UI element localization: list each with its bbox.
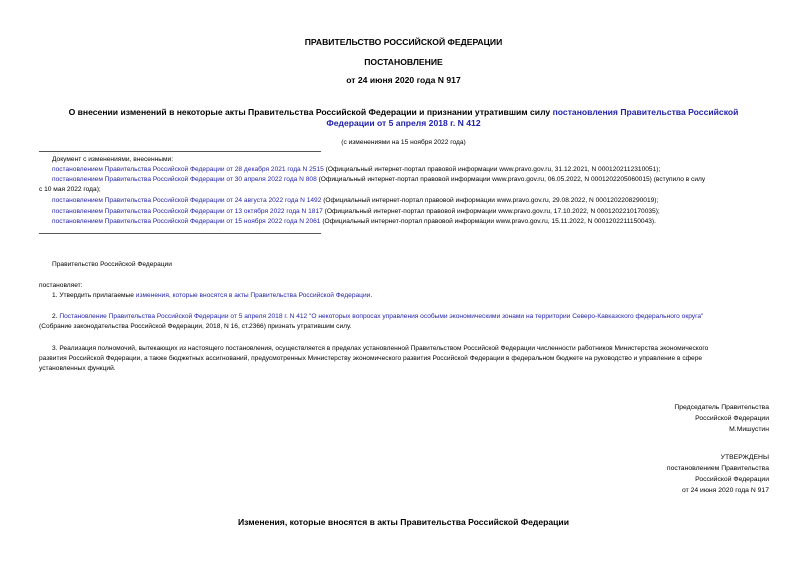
approval-heading: УТВЕРЖДЕНЫ: [720, 454, 769, 461]
amendment-note: (Официальный интернет-портал правовой информации www.pravo.gov.ru, 29.08.2022, N 0001202208290019);: [321, 197, 659, 204]
approval-line-4: от 24 июня 2020 года N 917: [681, 487, 769, 494]
p2-prefix: 2.: [52, 313, 60, 320]
p1-suffix: .: [370, 292, 373, 299]
title-text: О внесении изменений в некоторые акты Правительства Российской Федерации и признании утратившим силу: [68, 107, 553, 117]
amendment-item: [52, 175, 705, 186]
document-type: ПОСТАНОВЛЕНИЕ: [364, 57, 443, 67]
issuing-body: Правительство Российской Федерации: [52, 261, 172, 268]
p1-link-changes[interactable]: изменения, которые вносятся в акты Правительства Российской Федерации: [135, 292, 371, 299]
paragraph-3-line3: установленных функций.: [39, 365, 116, 372]
amendment-link[interactable]: постановлением Правительства Российской Федерации от 28 декабря 2021 года N 2515: [52, 166, 324, 173]
revision-note: (с изменениями на 15 ноября 2022 года): [341, 139, 466, 146]
amendment-link[interactable]: постановлением Правительства Российской Федерации от 24 августа 2022 года N 1492: [52, 197, 322, 204]
amendment-link[interactable]: постановлением Правительства Российской Федерации от 30 апреля 2022 года N 808: [52, 176, 317, 183]
paragraph-3-line2: развития Российской Федерации, а также бюджетных ассигнований, предусмотренных Министерству экономического развития Российской Федерации в федеральном бюджете на руководство и управление в сфере: [39, 355, 703, 362]
paragraph-2: [52, 312, 703, 323]
amendment-note: (Официальный интернет-портал правовой информации www.pravo.gov.ru, 17.10.2022, N 0001202210170035);: [322, 208, 660, 215]
document-title: [0, 107, 807, 117]
amendment-note: (Официальный интернет-портал правовой информации www.pravo.gov.ru, 31.12.2021, N 0001202112310051);: [323, 166, 661, 173]
approval-line-3: Российской Федерации: [695, 476, 769, 483]
title-link-repealed-act-cont[interactable]: Федерации от 5 апреля 2018 г. N 412: [326, 118, 481, 128]
paragraph-1: [52, 291, 372, 302]
paragraph-2-cont: (Собрание законодательства Российской Федерации, 2018, N 16, ст.2366) признать утратившим силу.: [39, 323, 352, 330]
amendments-bottom-rule: [39, 233, 321, 234]
amendments-intro: Документ с изменениями, внесенными:: [52, 156, 174, 163]
signature-name: М.Мишустин: [729, 426, 769, 433]
p2-link-repealed-act[interactable]: Постановление Правительства Российской Федерации от 5 апреля 2018 г. N 412 "О некоторых вопросах управления особыми экономическими зонами на территории Северо-Кавказского федерального округа": [59, 313, 704, 320]
document-date-number: от 24 июня 2020 года N 917: [346, 75, 461, 85]
title-link-repealed-act[interactable]: постановления Правительства Российской: [552, 107, 739, 117]
amendment-item: [52, 207, 660, 218]
annex-title: Изменения, которые вносятся в акты Правительства Российской Федерации: [237, 517, 569, 527]
government-heading: ПРАВИТЕЛЬСТВО РОССИЙСКОЙ ФЕДЕРАЦИИ: [304, 37, 503, 47]
amendments-top-rule: [39, 151, 321, 152]
p1-prefix: 1. Утвердить прилагаемые: [52, 292, 136, 299]
amendment-item: [52, 217, 656, 228]
amendment-note-cont: с 10 мая 2022 года);: [39, 186, 101, 193]
amendment-note: (Официальный интернет-портал правовой информации www.pravo.gov.ru, 06.05.2022, N 0001202205060015) (вступило в силу: [316, 176, 706, 183]
amendment-item: [52, 196, 658, 207]
amendment-link[interactable]: постановлением Правительства Российской Федерации от 15 ноября 2022 года N 2061: [52, 218, 321, 225]
amendment-item: [52, 165, 660, 176]
signature-position: Председатель Правительства: [674, 404, 769, 411]
signature-org: Российской Федерации: [695, 415, 769, 422]
amendment-note: (Официальный интернет-портал правовой информации www.pravo.gov.ru, 15.11.2022, N 0001202211150043).: [320, 218, 656, 225]
paragraph-3-line1: 3. Реализация полномочий, вытекающих из настоящего постановления, осуществляется в пределах установленной Правительством Российской Федерации численности работников Министерства экономического: [52, 345, 709, 352]
approval-line-2: постановлением Правительства: [666, 465, 769, 472]
resolves-word: постановляет:: [39, 282, 83, 289]
amendment-link[interactable]: постановлением Правительства Российской Федерации от 13 октября 2022 года N 1817: [52, 208, 323, 215]
